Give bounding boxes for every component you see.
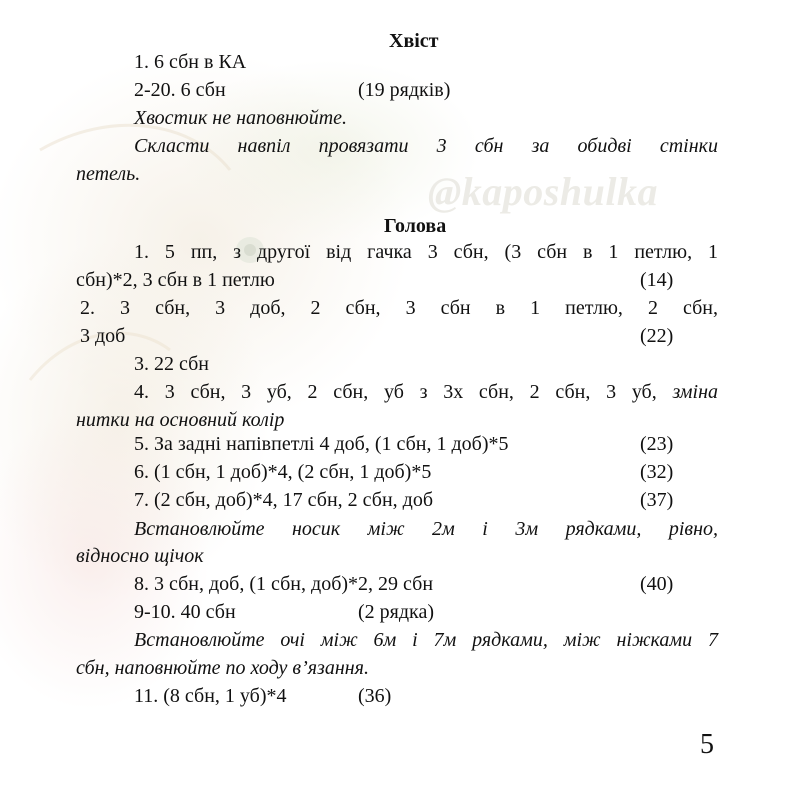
head-row-4-line-2: нитки на основний колір — [76, 409, 285, 431]
head-row-9-10-count: (2 рядка) — [358, 601, 434, 623]
head-row-8: 8. 3 сбн, доб, (1 сбн, доб)*2, 29 сбн — [134, 573, 434, 595]
page-number: 5 — [700, 729, 714, 760]
tail-note-fold-line-1: Скласти навпіл провязати 3 сбн за обидві стінки — [134, 135, 718, 157]
tail-note-fold-line-2: петель. — [76, 163, 141, 185]
head-row-2-line-2: 3 доб — [80, 325, 126, 347]
head-row-7-count: (37) — [640, 489, 674, 511]
head-row-7: 7. (2 сбн, доб)*4, 17 сбн, 2 сбн, доб — [134, 489, 434, 511]
head-note-nose-line-2: відносно щічок — [76, 545, 204, 567]
section-heading-head: Голова — [384, 215, 447, 237]
head-row-8-count: (40) — [640, 573, 674, 595]
head-row-4-italic: зміна — [672, 381, 718, 403]
watermark-text: @kaposhulka — [428, 169, 658, 214]
head-row-5: 5. За задні напівпетлі 4 доб, (1 сбн, 1 доб)*5 — [134, 433, 509, 455]
head-row-1-line-1: 1. 5 пп, з другої від гачка 3 сбн, (3 сбн в 1 петлю, 1 — [134, 241, 718, 263]
head-row-6: 6. (1 сбн, 1 доб)*4, (2 сбн, 1 доб)*5 — [134, 461, 432, 483]
head-row-4-line-1 — [134, 378, 718, 406]
head-row-2-line-1: 2. 3 сбн, 3 доб, 2 сбн, 3 сбн в 1 петлю, 2 сбн, — [80, 297, 718, 319]
head-row-11-count: (36) — [358, 685, 392, 707]
head-row-9-10: 9-10. 40 сбн — [134, 601, 236, 623]
head-note-nose-line-1: Встановлюйте носик між 2м і 3м рядками, рівно, — [134, 518, 718, 540]
head-row-3: 3. 22 сбн — [134, 353, 209, 375]
head-note-eyes-line-2: сбн, наповнюйте по ходу в’язання. — [76, 657, 369, 679]
tail-row-2-count: (19 рядків) — [358, 79, 451, 101]
tail-note-no-stuffing: Хвостик не наповнюйте. — [134, 107, 348, 129]
head-row-2-count: (22) — [640, 325, 674, 347]
tail-row-1: 1. 6 сбн в КА — [134, 51, 247, 73]
head-note-eyes-line-1: Встановлюйте очі між 6м і 7м рядками, між ніжками 7 — [134, 629, 718, 651]
tail-row-2: 2-20. 6 сбн — [134, 79, 226, 101]
head-row-6-count: (32) — [640, 461, 674, 483]
head-row-1-count: (14) — [640, 269, 674, 291]
head-row-4-plain: 4. 3 сбн, 3 уб, 2 сбн, уб з 3х сбн, 2 сбн, 3 уб, — [134, 381, 673, 403]
head-row-1-line-2: сбн)*2, 3 сбн в 1 петлю — [76, 269, 275, 291]
section-heading-tail: Хвіст — [389, 30, 439, 52]
head-row-11: 11. (8 сбн, 1 уб)*4 — [134, 685, 287, 707]
head-row-5-count: (23) — [640, 433, 674, 455]
